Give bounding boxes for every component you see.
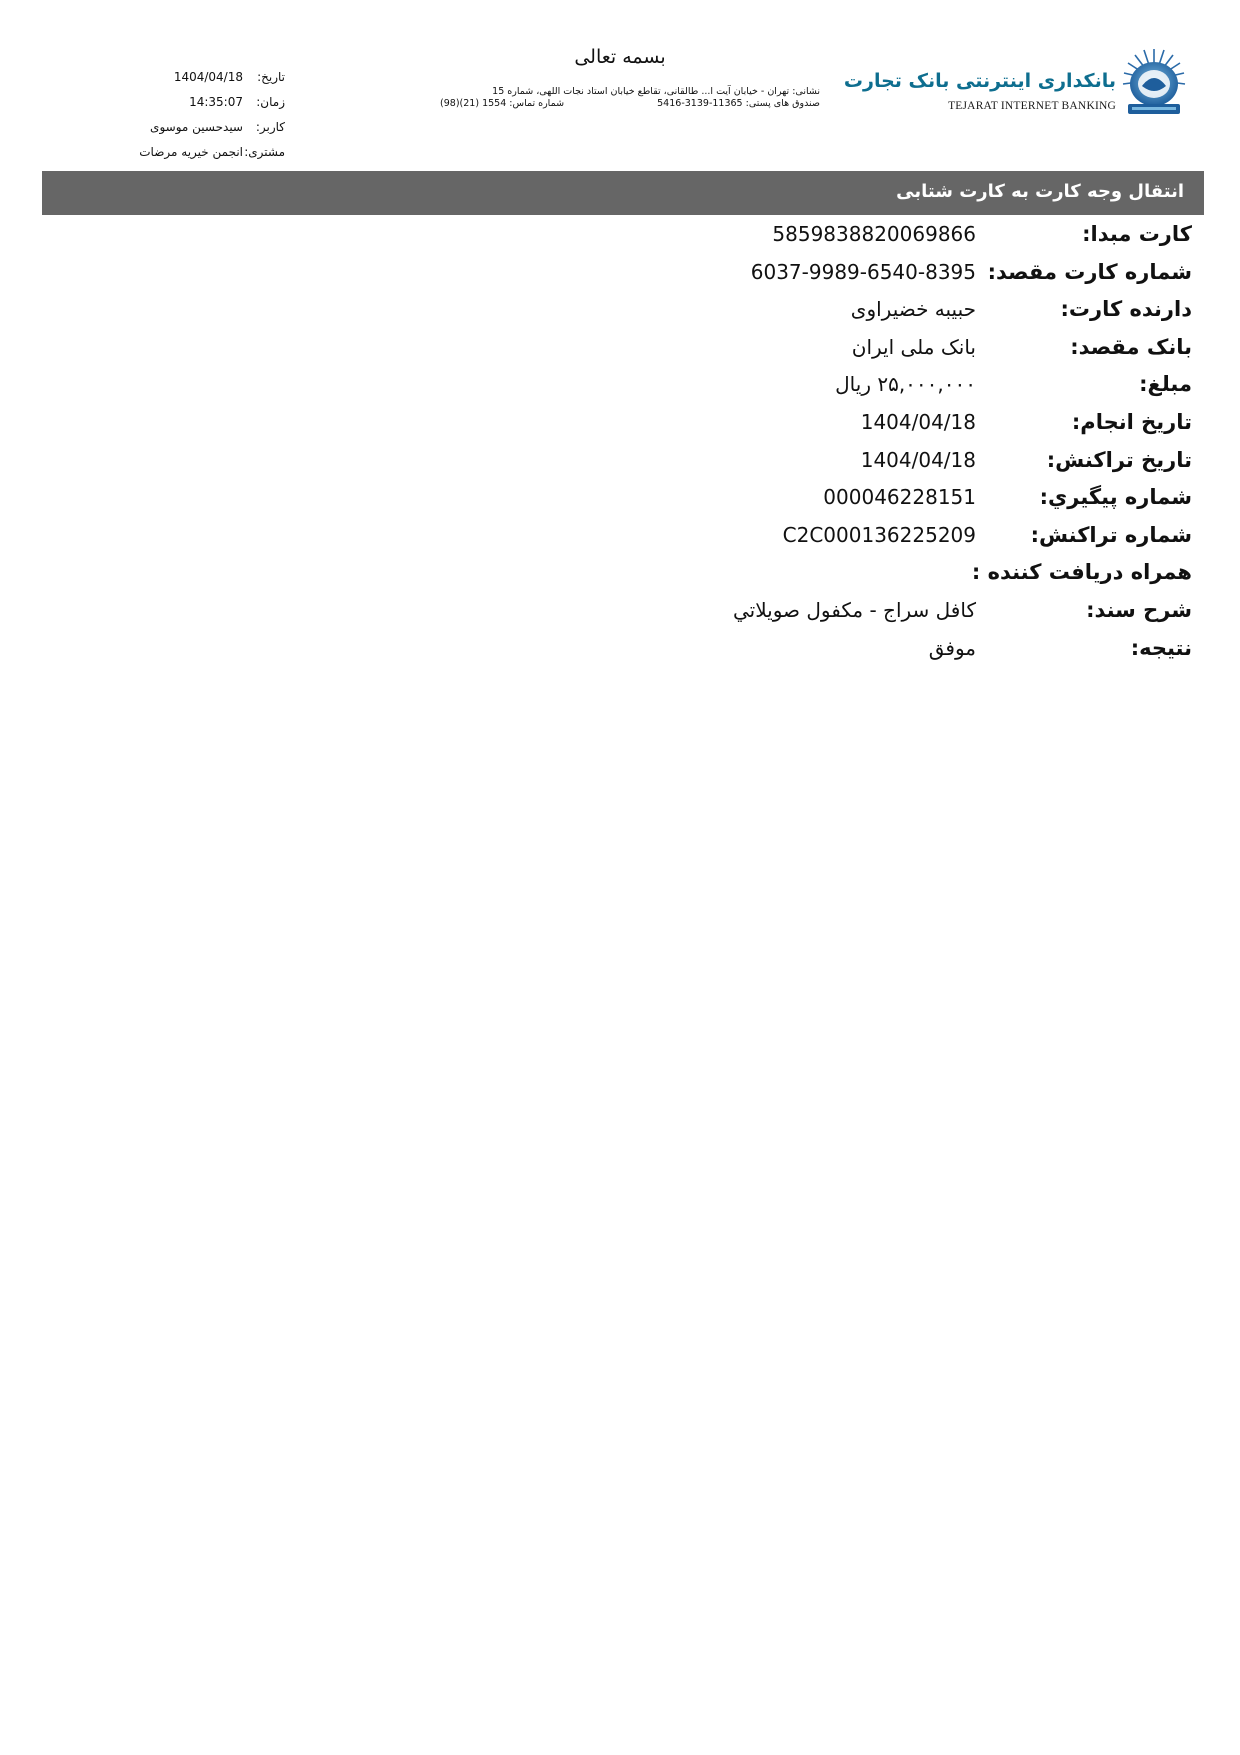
bank-logo [843,46,1198,124]
detail-value: 1404/04/18 [860,409,976,434]
detail-row-execution-date [0,406,1240,444]
meta-label: مشتری: [244,144,285,159]
postal-box: صندوق های پستی: 11365-3139-5416 [657,98,820,109]
detail-row-amount [0,368,1240,406]
meta-row-user [105,114,285,139]
meta-value: 14:35:07 [189,94,243,109]
detail-value: کافل سراج - مکفول صويلاتي [732,597,976,622]
detail-label: بانک مقصد: [1070,334,1192,359]
meta-row-customer [105,139,285,164]
meta-label: زمان: [256,94,285,109]
meta-value: 1404/04/18 [173,69,243,84]
logo-text-en: TEJARAT INTERNET BANKING [948,100,1116,112]
meta-label: تاریخ: [257,69,285,84]
detail-value: C2C000136225209 [782,522,976,547]
detail-row-transaction-number [0,519,1240,557]
detail-row-destination-card [0,256,1240,294]
detail-value: حبیبه خضیراوی [850,297,976,322]
detail-row-description [0,594,1240,632]
bank-address [440,86,820,110]
receipt-title-bar [42,171,1204,215]
bismillah-heading: بسمه تعالی [574,46,666,68]
detail-label: نتیجه: [1130,635,1192,660]
phone-number: شماره تماس: 1554 (21)(98) [440,98,565,109]
detail-value: 6037-9989-6540-8395 [750,259,976,284]
detail-label: تاریخ تراکنش: [1046,447,1192,472]
receipt-title: انتقال وجه کارت به کارت شتابی [896,181,1184,202]
meta-value: انجمن خیریه مرضات [139,144,243,159]
logo-text-fa: بانکداری اینترنتی بانک تجارت [843,70,1116,92]
detail-row-receiver-mobile [0,556,1240,594]
detail-label: شماره پيگيري: [1039,485,1192,510]
address-line: نشانی: تهران - خیابان آیت ا... طالقانی، تقاطع خیابان استاد نجات اللهی، شماره 15 [492,86,820,97]
meta-row-date [105,64,285,89]
detail-label: کارت مبدا: [1082,222,1192,246]
detail-label: همراه دریافت کننده : [971,560,1192,585]
detail-row-result [0,632,1240,670]
meta-label: کاربر: [255,119,285,134]
detail-value: 5859838820069866 [772,222,976,246]
detail-label: تاریخ انجام: [1071,409,1192,434]
detail-value: موفق [928,635,976,660]
detail-label: دارنده کارت: [1060,297,1192,322]
detail-value: 000046228151 [823,485,976,510]
detail-row-destination-bank [0,331,1240,369]
tejarat-emblem-icon [1120,46,1188,118]
detail-label: شرح سند: [1086,597,1192,622]
detail-row-card-holder [0,293,1240,331]
meta-value: سیدحسین موسوی [150,119,243,134]
detail-value: 1404/04/18 [860,447,976,472]
detail-label: مبلغ: [1139,372,1192,397]
address-contact-row [440,98,820,110]
transaction-details [0,218,1240,669]
detail-row-tracking-number [0,481,1240,519]
detail-label: شماره کارت مقصد: [987,259,1192,284]
detail-label: شماره تراکنش: [1030,522,1192,547]
detail-row-transaction-date [0,444,1240,482]
meta-row-time [105,89,285,114]
receipt-meta [105,64,285,164]
detail-value: بانک ملی ایران [851,334,976,359]
detail-row-source-card [0,218,1240,256]
detail-value: ۲۵,۰۰۰,۰۰۰ ریال [835,372,976,397]
